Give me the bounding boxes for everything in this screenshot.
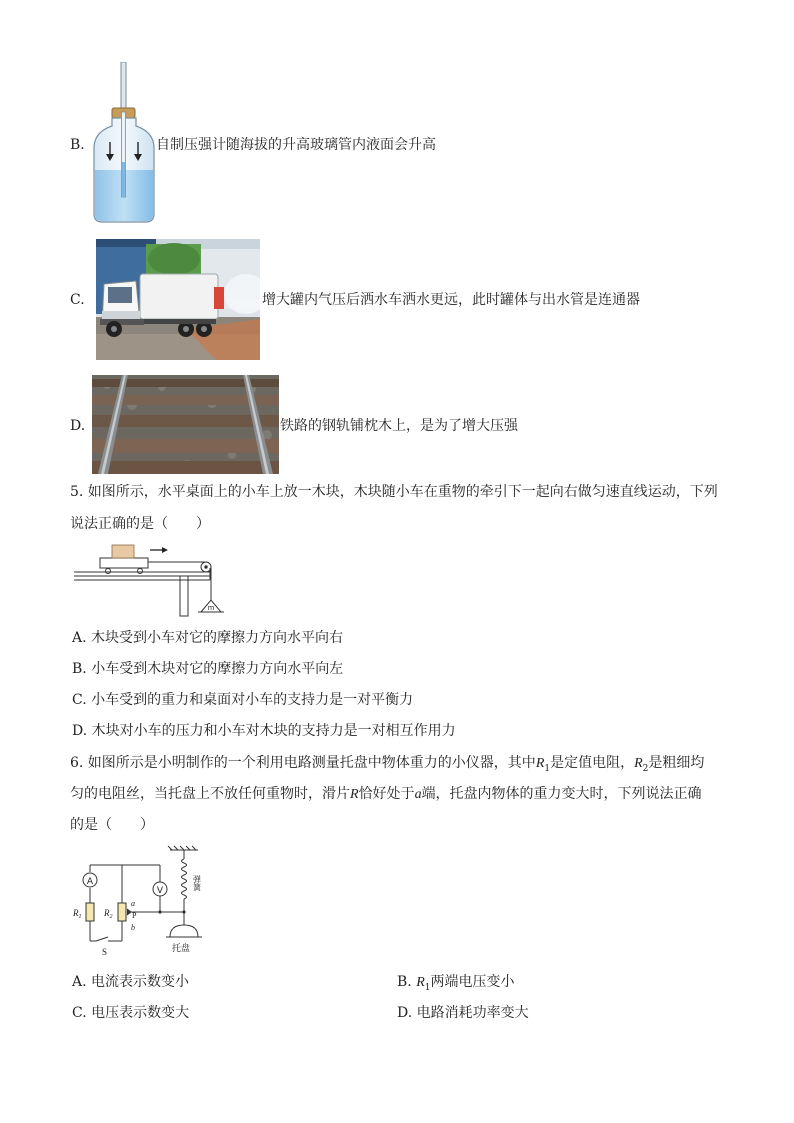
- q6-option-d: D. 电路消耗功率变大: [397, 1005, 529, 1021]
- q6-stem-line2: 匀的电阻丝，当托盘上不放任何重物时，滑片R恰好处于a端，托盘内物体的重力变大时，下列说法正确: [70, 786, 702, 802]
- option-c-letter: C.: [70, 292, 85, 308]
- option-d-letter: D.: [70, 418, 86, 434]
- q5-option-b: B. 小车受到木块对它的摩擦力方向水平向左: [72, 661, 344, 677]
- circuit-diagram: [70, 845, 210, 960]
- q5-option-a: A. 木块受到小车对它的摩擦力方向水平向右: [72, 630, 344, 646]
- svg-text:m: m: [207, 604, 215, 612]
- q6-option-b: B. $R_1$两端电压变小: [397, 974, 515, 993]
- q6-stem-line1: 6. 如图所示是小明制作的一个利用电路测量托盘中物体重力的小仪器，其中$R_1$是定值电阻，$R_2$是粗细均: [70, 755, 705, 774]
- pressure-gauge-bottle-image: [90, 62, 156, 226]
- svg-text:R1: $R_1$: [73, 908, 82, 920]
- q6-option-c: C. 电压表示数变大: [72, 1005, 190, 1021]
- q6-option-a: A. 电流表示数变小: [72, 974, 190, 990]
- svg-text:a: a: [131, 899, 135, 908]
- option-b-text: 自制压强计随海拔的升高玻璃管内液面会升高: [156, 137, 436, 153]
- svg-text:P: P: [132, 911, 137, 920]
- q5-option-c: C. 小车受到的重力和桌面对小车的支持力是一对平衡力: [72, 692, 414, 708]
- q5-stem-line1: 5. 如图所示，水平桌面上的小车上放一木块，木块随小车在重物的牵引下一起向右做匀速直线运动，下列: [70, 484, 718, 500]
- option-c-text: 增大罐内气压后洒水车洒水更远，此时罐体与出水管是连通器: [262, 292, 640, 308]
- svg-text:b: b: [131, 923, 135, 932]
- ammeter-label: A: [86, 877, 94, 887]
- railway-photo: [92, 375, 279, 474]
- svg-text:弹簧: 弹簧: [192, 875, 202, 891]
- option-b-letter: B.: [70, 137, 85, 153]
- sprinkler-truck-photo: [96, 239, 260, 360]
- svg-text:S: S: [102, 947, 108, 957]
- q5-stem-line2: 说法正确的是（ ）: [70, 516, 210, 532]
- q5-option-d: D. 木块对小车的压力和小车对木块的支持力是一对相互作用力: [72, 723, 456, 739]
- voltmeter-label: V: [156, 886, 164, 896]
- cart-pulley-diagram: [70, 540, 230, 620]
- svg-text:R2: $R_2$: [104, 908, 113, 920]
- svg-text:托盘: 托盘: [172, 944, 191, 954]
- option-d-text: 铁路的钢轨铺枕木上，是为了增大压强: [280, 418, 518, 434]
- q6-stem-line3: 的是（ ）: [70, 817, 154, 833]
